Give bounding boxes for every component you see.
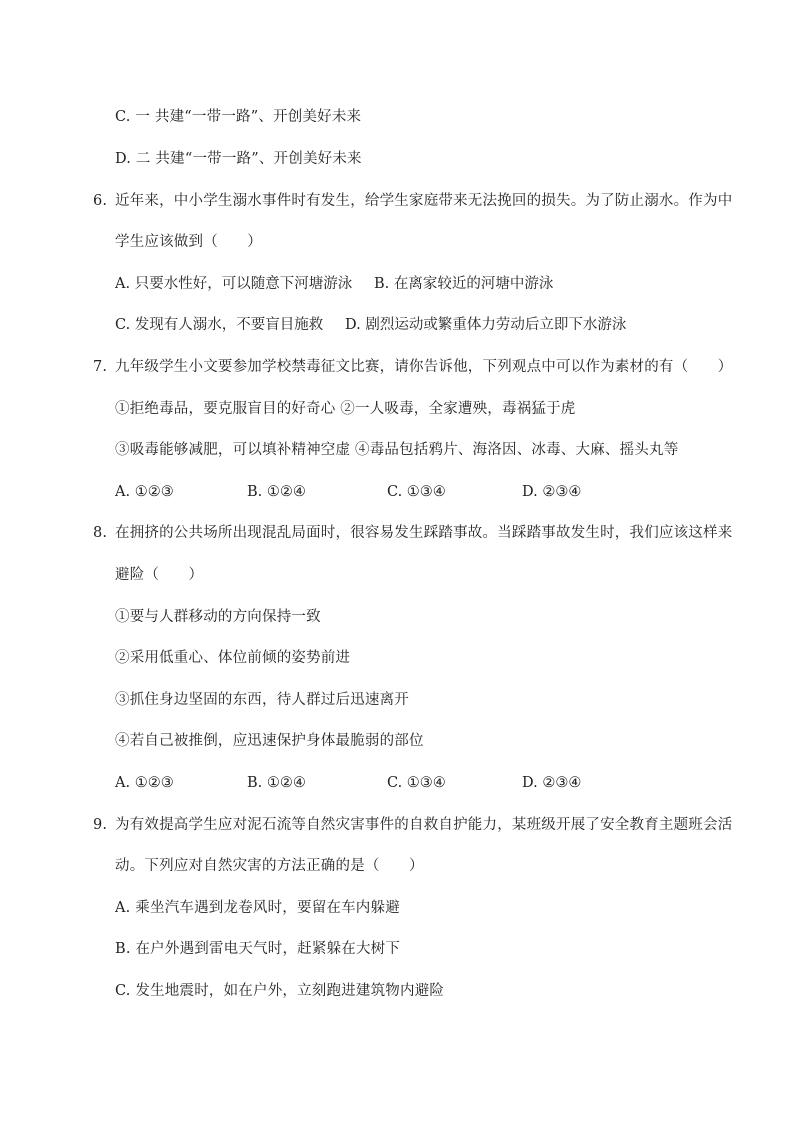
- q7-option-a: A. ①②③: [115, 484, 174, 500]
- q7-option-b: B. ①②④: [247, 484, 306, 500]
- q8-statement-1: ①要与人群移动的方向保持一致: [115, 609, 321, 625]
- q9-option-c: C. 发生地震时，如在户外，立刻跑进建筑物内避险: [115, 983, 445, 999]
- q7-statement-line2: ③吸毒能够减肥，可以填补精神空虚 ④毒品包括鸦片、海洛因、冰毒、大麻、摇头丸等: [115, 442, 679, 458]
- q8-option-b: B. ①②④: [247, 775, 306, 791]
- q9-stem-text: 为有效提高学生应对泥石流等自然灾害事件的自救自护能力，某班级开展了安全教育主题班会活: [115, 817, 733, 833]
- q8-statement-3: ③抓住身边坚固的东西，待人群过后迅速离开: [115, 692, 409, 708]
- q6-option-c: C. 发现有人溺水，不要盲目施救: [115, 317, 324, 333]
- q6-stem-line2: 学生应该做到（ ）: [115, 234, 262, 250]
- q9-option-a: A. 乘坐汽车遇到龙卷风时，要留在车内躲避: [115, 900, 400, 916]
- q6-option-b: B. 在离家较近的河塘中游泳: [374, 276, 554, 292]
- q5-option-c: C. 一 共建“一带一路”、开创美好未来: [115, 109, 362, 125]
- q7-option-d: D. ②③④: [522, 484, 582, 500]
- q7-stem-line1: [93, 358, 732, 376]
- q9-option-b: B. 在户外遇到雷电天气时，赶紧躲在大树下: [115, 941, 401, 957]
- q7-option-c: C. ①③④: [387, 484, 446, 500]
- q9-stem-line1: [93, 816, 732, 834]
- q8-statement-2: ②采用低重心、体位前倾的姿势前进: [115, 650, 351, 666]
- q8-option-c: C. ①③④: [387, 775, 446, 791]
- q6-option-a: A. 只要水性好，可以随意下河塘游泳: [115, 276, 353, 292]
- q8-stem-line1: [93, 524, 732, 542]
- q6-option-d: D. 剧烈运动或繁重体力劳动后立即下水游泳: [345, 317, 627, 333]
- q6-stem-line1: [93, 192, 732, 210]
- q8-option-d: D. ②③④: [522, 775, 582, 791]
- q6-number: 6.: [93, 193, 108, 209]
- q8-number: 8.: [93, 525, 108, 541]
- q8-option-a: A. ①②③: [115, 775, 174, 791]
- q9-stem-line2: 动。下列应对自然灾害的方法正确的是（ ）: [115, 858, 424, 874]
- q8-stem-text: 在拥挤的公共场所出现混乱局面时，很容易发生踩踏事故。当踩踏事故发生时，我们应该这样来: [115, 525, 733, 541]
- q8-stem-line2: 避险（ ）: [115, 567, 204, 583]
- q7-statement-line1: ①拒绝毒品，要克服盲目的好奇心 ②一人吸毒，全家遭殃，毒祸猛于虎: [115, 401, 576, 417]
- q8-statement-4: ④若自己被推倒，应迅速保护身体最脆弱的部位: [115, 733, 424, 749]
- q5-option-d: D. 二 共建“一带一路”、开创美好未来: [115, 151, 362, 167]
- q7-number: 7.: [93, 359, 108, 375]
- q6-stem-text: 近年来，中小学生溺水事件时有发生，给学生家庭带来无法挽回的损失。为了防止溺水。作为中: [115, 193, 733, 209]
- q7-stem-text: 九年级学生小文要参加学校禁毒征文比赛，请你告诉他，下列观点中可以作为素材的有（ ）: [115, 359, 733, 375]
- q9-number: 9.: [93, 817, 108, 833]
